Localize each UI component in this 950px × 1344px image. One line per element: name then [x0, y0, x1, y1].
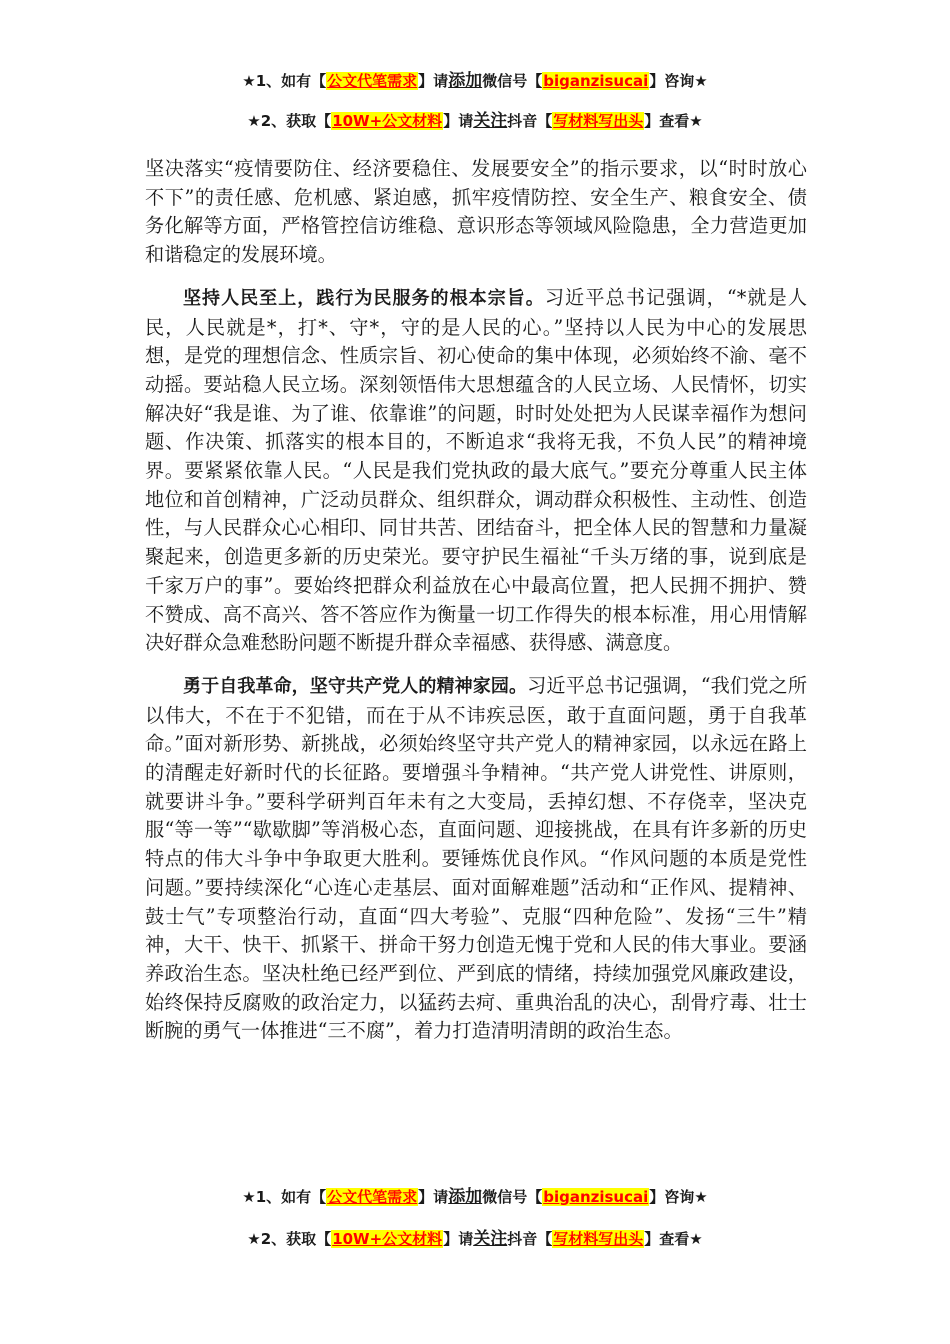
banner-text: ★2、获取【	[247, 1230, 332, 1248]
banner-text: 】请	[443, 112, 474, 130]
banner-text: 】请	[418, 72, 449, 90]
paragraph-heading: 勇于自我革命，坚守共产党人的精神家园。	[183, 675, 528, 697]
banner-text: ★2、获取【	[247, 112, 332, 130]
banner-text: 】咨询★	[649, 72, 708, 90]
highlight-douyin-id: 写材料写出头	[553, 112, 644, 130]
highlight-wechat-id: biganzisucai	[543, 1188, 649, 1206]
banner-text: 】咨询★	[649, 1188, 708, 1206]
banner-text: ★1、如有【	[242, 72, 327, 90]
highlight-materials: 10W+公文材料	[332, 1230, 443, 1248]
banner-emphasis: 添加	[448, 71, 483, 91]
banner-text: 微信号【	[482, 1188, 543, 1206]
banner-emphasis: 关注	[473, 1229, 508, 1249]
paragraph-text: 坚决落实“疫情要防住、经济要稳住、发展要安全”的指示要求，以“时时放心不下”的责任感、危机感、紧迫感，抓牢疫情防控、安全生产、粮食安全、债务化解等方面，严格管控信访维稳、意识形态等领域风险隐患，全力营造更加和谐稳定的发展环境。	[145, 157, 807, 267]
banner-text: 抖音【	[507, 1230, 553, 1248]
banner-text: 】查看★	[644, 112, 703, 130]
paragraph-1	[145, 155, 807, 270]
paragraph-3	[145, 672, 807, 1046]
highlight-wechat-id: biganzisucai	[543, 72, 649, 90]
article-body	[145, 155, 807, 1060]
paragraph-text: 习近平总书记强调，“我们党之所以伟大，不在于不犯错，而在于从不讳疾忌医，敢于直面问题，勇于自我革命。”面对新形势、新挑战，必须始终坚守共产党人的精神家园，以永远在路上的清醒走好新时代的长征路。要增强斗争精神。“共产党人讲党性、讲原则，就要讲斗争。”要科学研判百年未有之大变局，丢掉幻想、不存侥幸，坚决克服“等一等”“歇歇脚”等消极心态，直面问题、迎接挑战，在具有许多新的历史特点的伟大斗争中争取更大胜利。要锤炼优良作风。“作风问题的本质是党性问题。”要持续深化“心连心走基层、面对面解难题”活动和“正作风、提精神、鼓士气”专项整治行动，直面“四大考验”、克服“四种危险”、发扬“三牛”精神，大干、快干、抓紧干、拼命干努力创造无愧于党和人民的伟大事业。要涵养政治生态。坚决杜绝已经严到位、严到底的情绪，持续加强党风廉政建设，始终保持反腐败的政治定力，以猛药去疴、重典治乱的决心，刮骨疗毒、壮士断腕的勇气一体推进“三不腐”，着力打造清明清朗的政治生态。	[145, 673, 808, 1043]
highlight-service: 公文代笔需求	[327, 72, 418, 90]
bottom-banner-line-2	[0, 1228, 950, 1250]
highlight-materials: 10W+公文材料	[332, 112, 443, 130]
banner-emphasis: 关注	[473, 111, 508, 131]
banner-text: 】请	[418, 1188, 449, 1206]
paragraph-text: 习近平总书记强调，“*就是人民，人民就是*，打*、守*，守的是人民的心。”坚持以人民为中心的发展思想，是党的理想信念、性质宗旨、初心使命的集中体现，必须始终不渝、毫不动摇。要站稳人民立场。深刻领悟伟大思想蕴含的人民立场、人民情怀，切实解决好“我是谁、为了谁、依靠谁”的问题，时时处处把为人民谋幸福作为想问题、作决策、抓落实的根本目的，不断追求“我将无我，不负人民”的精神境界。要紧紧依靠人民。“人民是我们党执政的最大底气。”要充分尊重人民主体地位和首创精神，广泛动员群众、组织群众，调动群众积极性、主动性、创造性，与人民群众心心相印、同甘共苦、团结奋斗，把全体人民的智慧和力量凝聚起来，创造更多新的历史荣光。要守护民生福祉“千头万绪的事，说到底是千家万户的事”。要始终把群众利益放在心中最高位置，把人民拥不拥护、赞不赞成、高不高兴、答不答应作为衡量一切工作得失的根本标准，用心用情解决好群众急难愁盼问题不断提升群众幸福感、获得感、满意度。	[145, 285, 808, 655]
banner-text: ★1、如有【	[242, 1188, 327, 1206]
top-banner-line-1	[0, 70, 950, 92]
banner-text: 抖音【	[507, 112, 553, 130]
banner-text: 】查看★	[644, 1230, 703, 1248]
highlight-douyin-id: 写材料写出头	[553, 1230, 644, 1248]
paragraph-2	[145, 284, 807, 658]
banner-text: 微信号【	[482, 72, 543, 90]
banner-emphasis: 添加	[448, 1187, 483, 1207]
top-banner-line-2	[0, 110, 950, 132]
banner-text: 】请	[443, 1230, 474, 1248]
highlight-service: 公文代笔需求	[327, 1188, 418, 1206]
bottom-banner-line-1	[0, 1186, 950, 1208]
paragraph-heading: 坚持人民至上，践行为民服务的根本宗旨。	[183, 287, 545, 309]
